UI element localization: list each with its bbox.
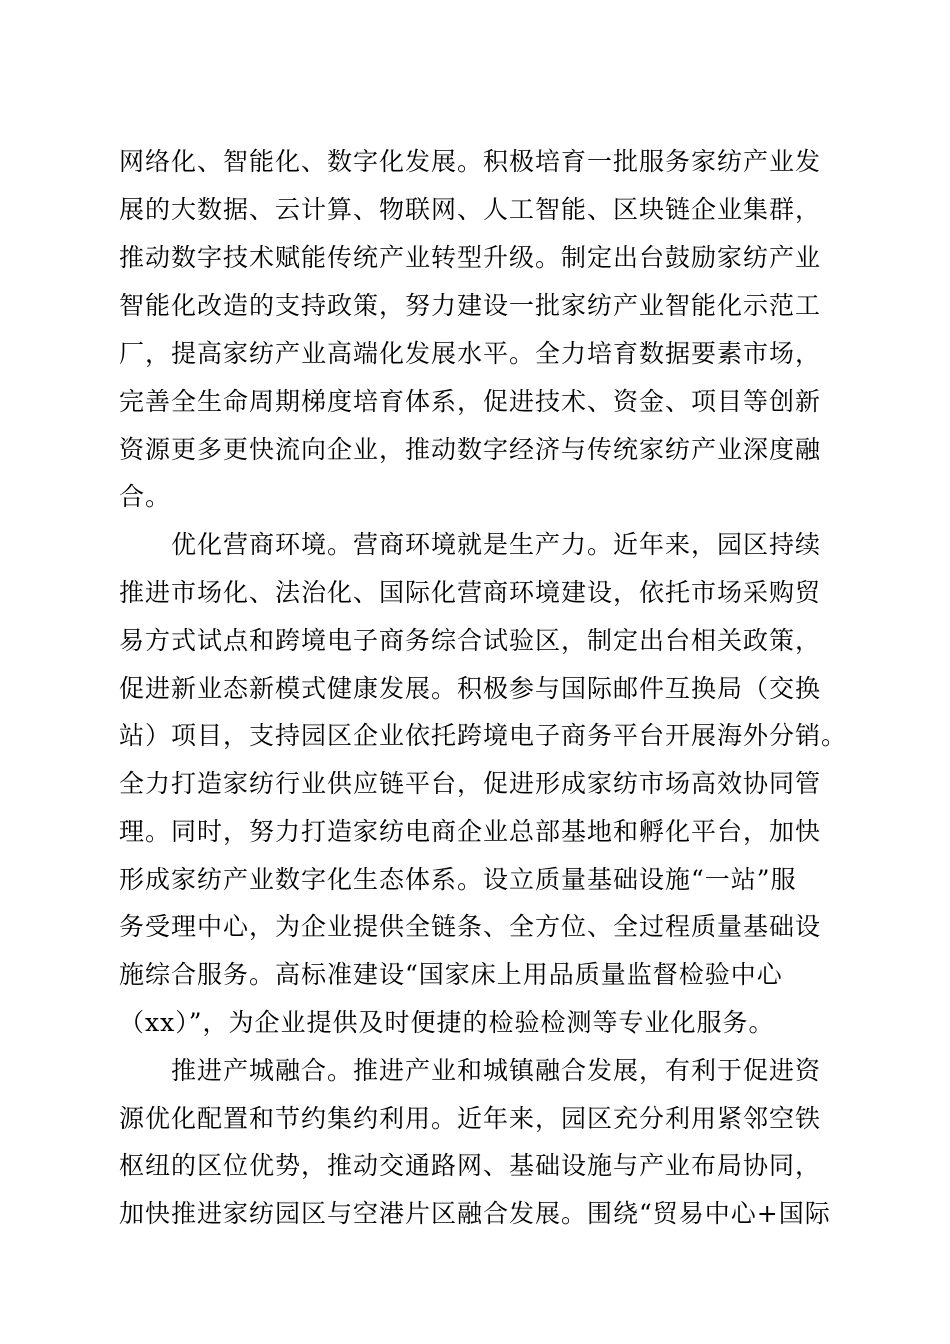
text-line: 网络化、智能化、数字化发展。积极培育一批服务家纺产业发 [119,147,822,176]
text-line: 推动数字技术赋能传统产业转型升级。制定出台鼓励家纺产业 [119,243,822,272]
text-line: 促进新业态新模式健康发展。积极参与国际邮件互换局（交换 [119,674,822,703]
text-line: 资源更多更快流向企业，推动数字经济与传统家纺产业深度融 [119,435,822,464]
text-line: 形成家纺产业数字化生态体系。设立质量基础设施“一站”服 [119,865,797,894]
text-line: 站）项目，支持园区企业依托跨境电子商务平台开展海外分销。 [119,721,848,750]
text-line: 完善全生命周期梯度培育体系，促进技术、资金、项目等创新 [119,387,822,416]
text-line: 厂，提高家纺产业高端化发展水平。全力培育数据要素市场， [119,339,822,368]
paragraph-first-line: 优化营商环境。营商环境就是生产力。近年来，园区持续 [171,530,822,559]
text-line: 施综合服务。高标准建设“国家床上用品质量监督检验中心 [119,960,783,989]
paragraph-first-line: 推进产城融合。推进产业和城镇融合发展，有利于促进资 [171,1056,822,1085]
text-line: 务受理中心，为企业提供全链条、全方位、全过程质量基础设 [119,912,822,941]
text-line: 智能化改造的支持政策，努力建设一批家纺产业智能化示范工 [119,291,822,320]
text-line: 合。 [119,482,172,511]
text-line: 加快推进家纺园区与空港片区融合发展。围绕“贸易中心+国际 [119,1199,831,1228]
text-line: （xx）”，为企业提供及时便捷的检验检测等专业化服务。 [119,1008,775,1037]
text-line: 理。同时，努力打造家纺电商企业总部基地和孵化平台，加快 [119,817,822,846]
text-line: 展的大数据、云计算、物联网、人工智能、区块链企业集群， [119,195,822,224]
text-line: 全力打造家纺行业供应链平台，促进形成家纺市场高效协同管 [119,769,822,798]
text-line: 易方式试点和跨境电子商务综合试验区，制定出台相关政策， [119,626,822,655]
text-line: 源优化配置和节约集约利用。近年来，园区充分利用紧邻空铁 [119,1104,822,1133]
text-line: 推进市场化、法治化、国际化营商环境建设，依托市场采购贸 [119,578,822,607]
text-line: 枢纽的区位优势，推动交通路网、基础设施与产业布局协同， [119,1151,822,1180]
